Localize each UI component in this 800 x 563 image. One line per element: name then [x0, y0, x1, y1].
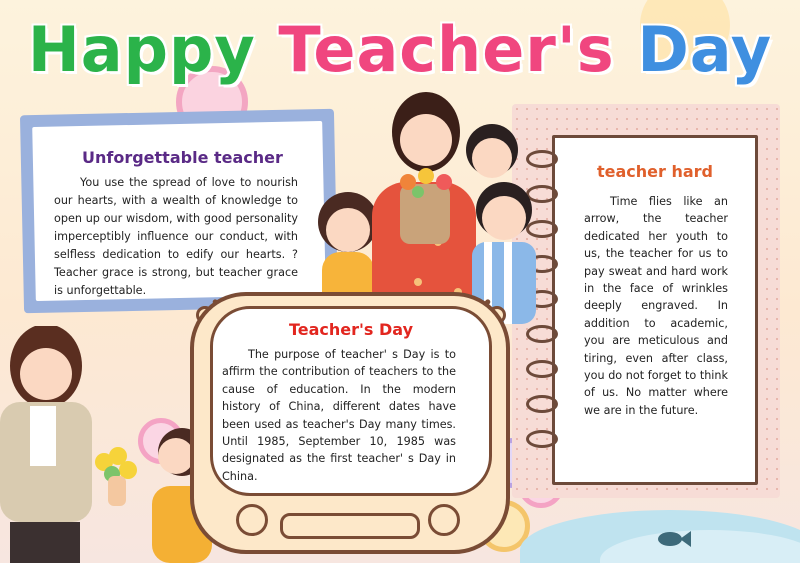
teacher-and-children-illustration [308, 92, 544, 324]
unforgettable-teacher-text: You use the spread of love to nourish our hearts, with a wealth of knowledge to open up our wisdom, with good personality imperceptibly influence our conduct, with selfless dedication to edify our hearts. ? Teacher grace is strong, but teacher grace is unforgettable. [54, 176, 298, 297]
teachers-day-text: The purpose of teacher' s Day is to affirm the contribution of teachers to the cause of education. In the modern history of China, different dates have been used as teacher's Day many times. Until 1985, September 10, 1985 was designated as the first teacher' s Day in China. [222, 348, 456, 483]
title-word-happy: Happy [27, 13, 256, 86]
title-word-day: Day [637, 13, 773, 86]
page-title [0, 10, 800, 90]
teachers-day-heading: Teacher's Day [288, 320, 414, 339]
unforgettable-teacher-heading: Unforgettable teacher [82, 148, 283, 167]
teacher-hard-text: Time flies like an arrow, the teacher dedicated her youth to us, the teacher for us to pay sweat and hard work in the face of wrinkles deeply engraved. In addition to academic, you are meticulous and tiring, even after class, you do not forget to think of us. No matter where we are in the future. [584, 195, 728, 417]
tv-speaker-bar [280, 513, 420, 539]
fish-icon [656, 528, 692, 550]
tv-knob [428, 504, 460, 536]
notebook-ring [526, 360, 558, 378]
notebook-ring [526, 430, 558, 448]
teacher-hard-heading: teacher hard [596, 162, 713, 181]
tv-knob [236, 504, 268, 536]
notebook-ring [526, 395, 558, 413]
title-word-teachers: Teacher's [278, 13, 615, 86]
notebook-ring [526, 325, 558, 343]
